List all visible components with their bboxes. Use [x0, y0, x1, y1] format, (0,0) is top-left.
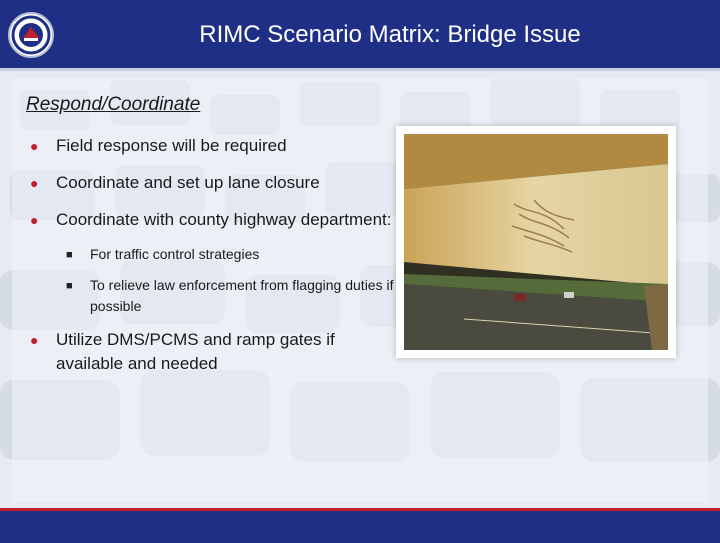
sub-bullet-list [60, 244, 400, 317]
bullet-item [28, 328, 400, 376]
sub-bullet-item [60, 244, 400, 265]
square-bullet-icon: ■ [66, 249, 73, 261]
sub-bullet-text: For traffic control strategies [90, 246, 260, 262]
dot-seal-logo [8, 12, 54, 58]
bullet-text: Coordinate with county highway department: [56, 210, 392, 229]
bridge-photo-image [404, 134, 668, 350]
bullet-item [28, 134, 400, 158]
bullet-icon: ● [30, 332, 39, 348]
footer-band [0, 508, 720, 543]
bullet-text: Coordinate and set up lane closure [56, 173, 320, 192]
sub-bullet-text: To relieve law enforcement from flagging duties if possible [90, 277, 394, 314]
bullet-item [28, 208, 400, 317]
slide-title: RIMC Scenario Matrix: Bridge Issue [199, 21, 581, 48]
bullet-text: Field response will be required [56, 136, 287, 155]
square-bullet-icon: ■ [66, 280, 73, 292]
section-title: Respond/Coordinate [26, 94, 201, 115]
bullet-icon: ● [30, 138, 39, 154]
bullet-icon: ● [30, 175, 39, 191]
bullet-icon: ● [30, 212, 39, 228]
sub-bullet-item [60, 275, 400, 317]
title-bar [0, 0, 720, 71]
bullet-list [28, 134, 400, 387]
bullet-text: Utilize DMS/PCMS and ramp gates if available and needed [56, 330, 335, 373]
bullet-item [28, 171, 400, 195]
bridge-damage-photo [396, 126, 676, 358]
